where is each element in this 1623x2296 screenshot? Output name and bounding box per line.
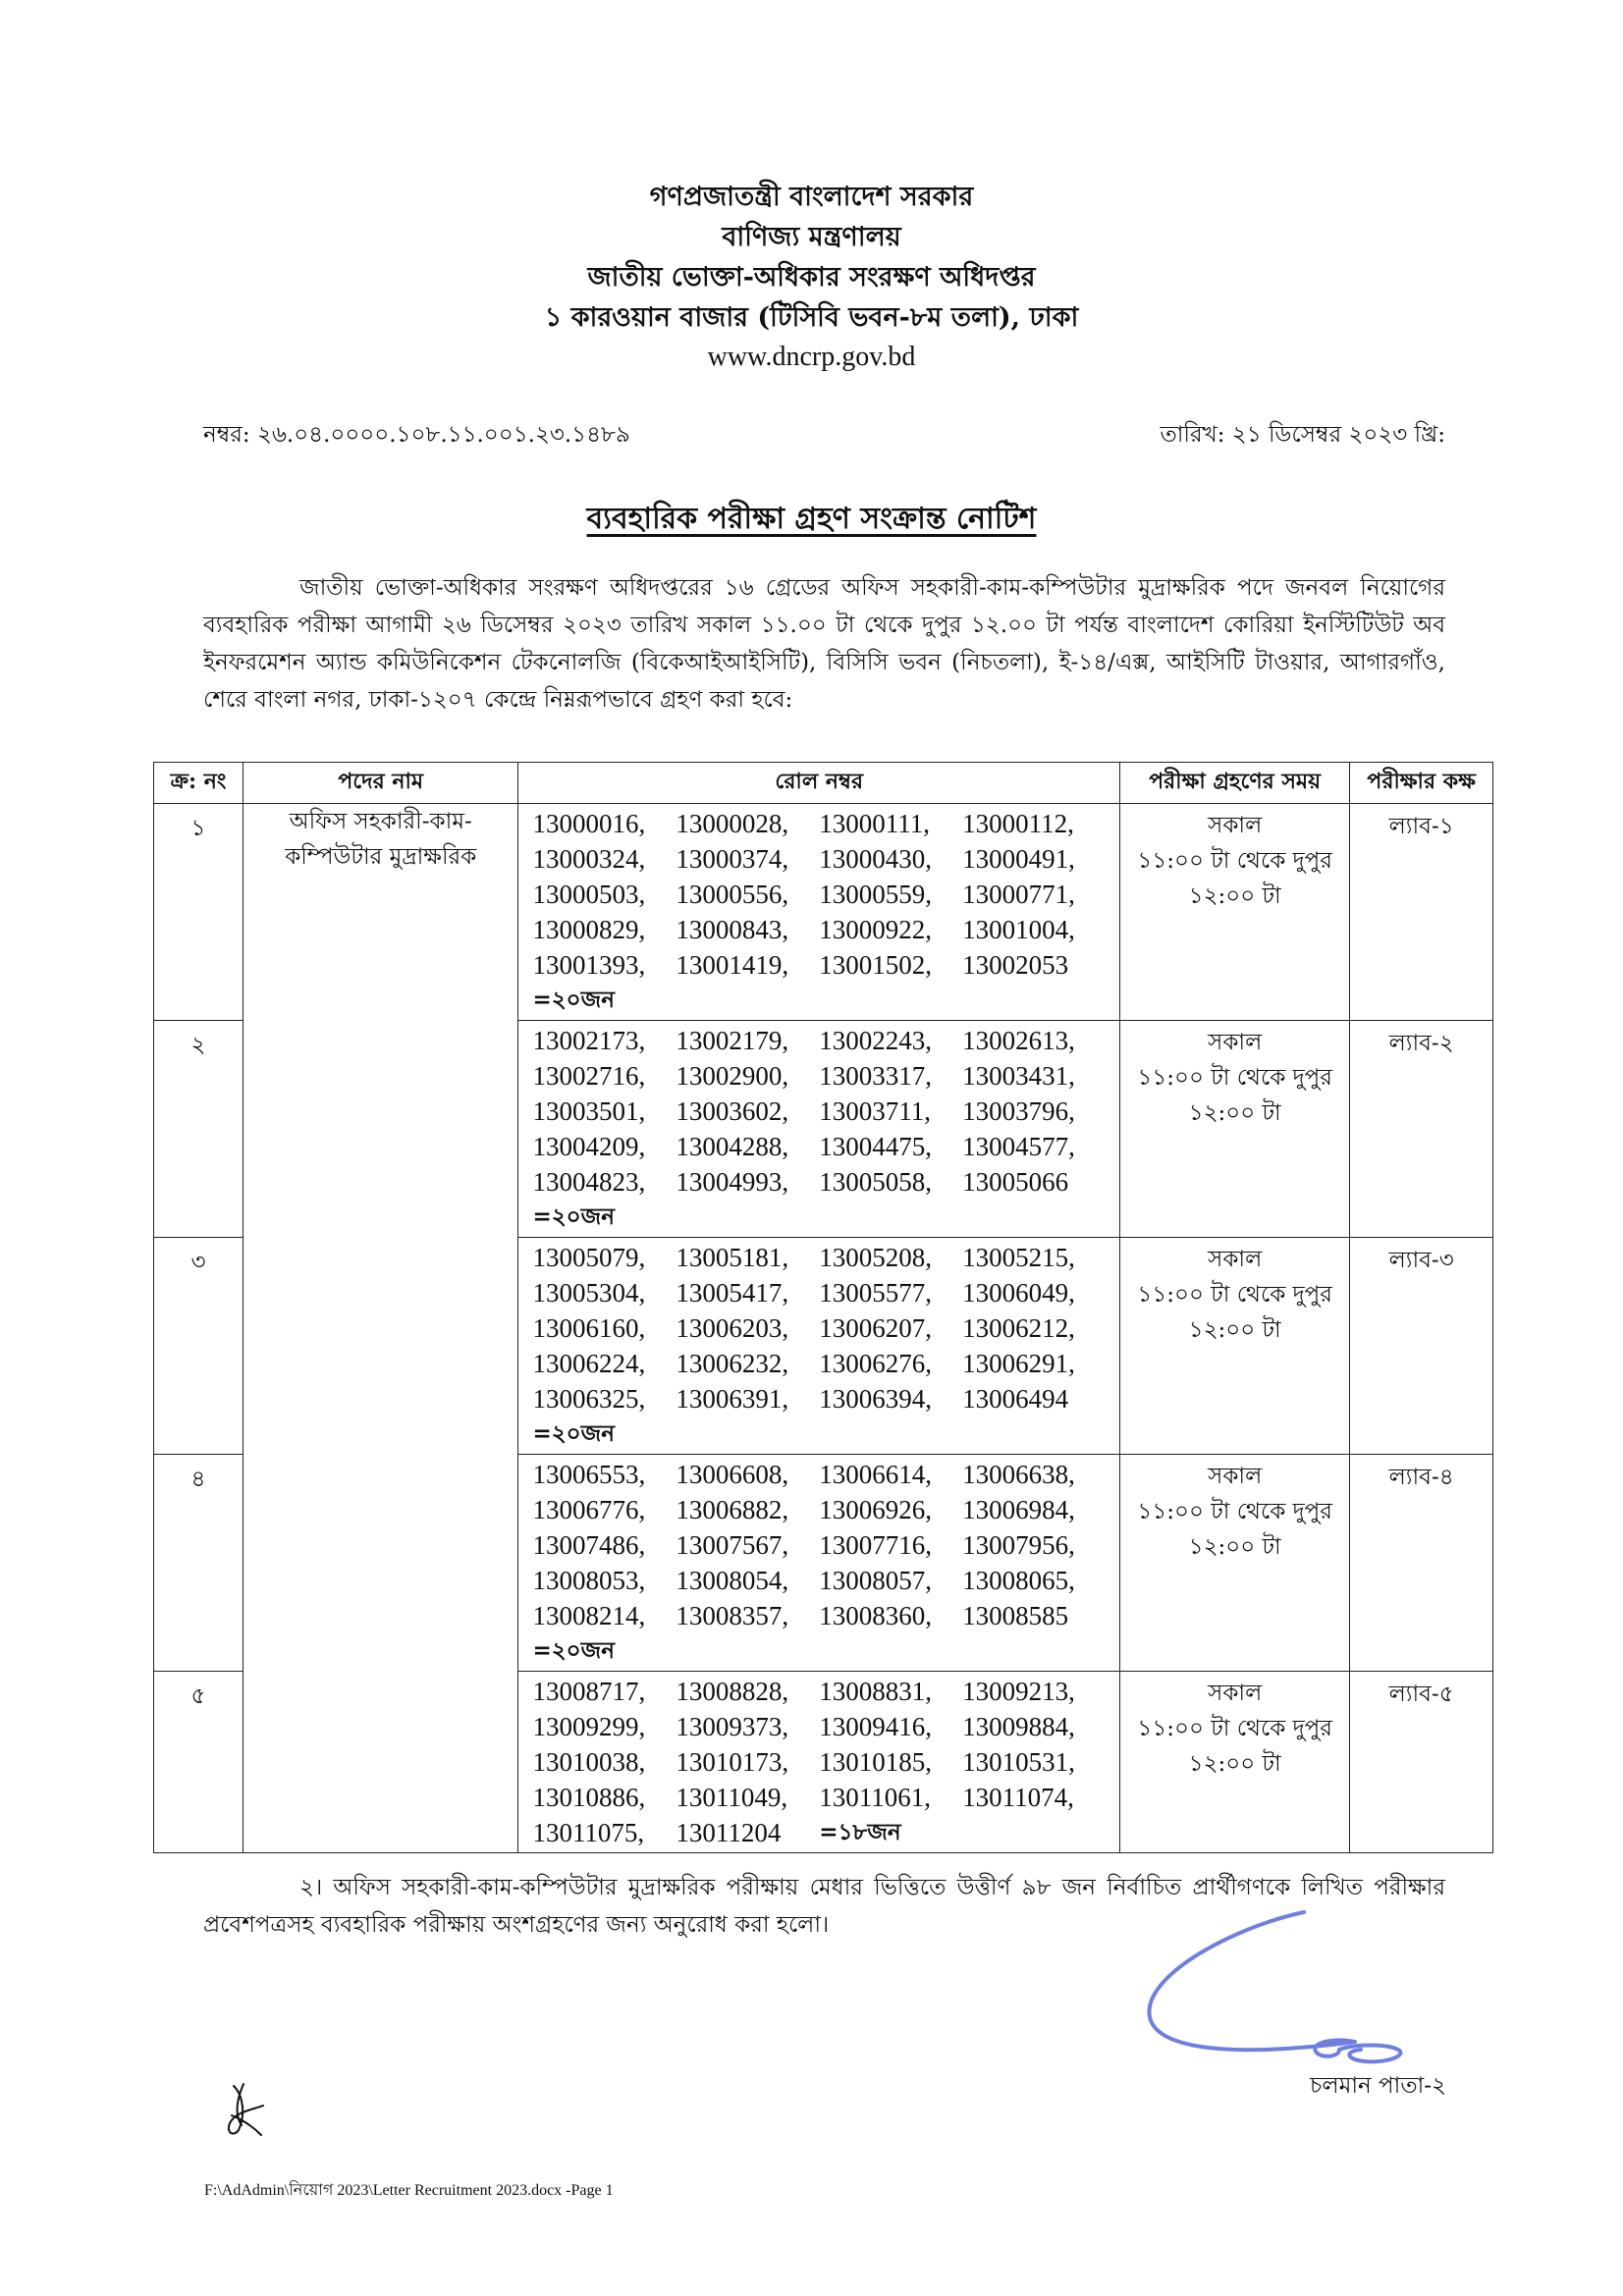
roll-number: 13000111, (819, 809, 930, 838)
roll-number: 13002053 (962, 950, 1069, 980)
continued-page-note: চলমান পাতা-২ (1310, 2073, 1446, 2099)
roll-number: 13006614, (819, 1460, 932, 1489)
candidate-count: =২০জন (532, 1203, 615, 1230)
roll-number: 13003711, (819, 1096, 931, 1126)
roll-number: 13002179, (676, 1026, 789, 1055)
exam-time-cell (1120, 1021, 1350, 1238)
exam-room-cell: ল্যাব-৪ (1350, 1455, 1493, 1672)
roll-number: 13000843, (676, 915, 789, 944)
exam-time-line: সকাল (1208, 1247, 1263, 1272)
roll-number: 13006926, (819, 1495, 932, 1524)
candidate-count: =২০জন (532, 1420, 615, 1447)
roll-number: 13004209, (532, 1132, 646, 1161)
roll-number: 13006553, (532, 1460, 646, 1489)
exam-time-line: ১২:০০ টা (1188, 1534, 1281, 1560)
signature-icon (1129, 1895, 1463, 2091)
notice-paragraph-2: ২। অফিস সহকারী-কাম-কম্পিউটার মুদ্রাক্ষরিক পরীক্ষায় মেধার ভিত্তিতে উত্তীর্ণ ৯৮ জন নির্বাচিত প্রার্থীগণকে লিখিত পরীক্ষার প্রবেশপত্রসহ ব্যবহারিক পরীক্ষায় অংশগ্রহণের জন্য অনুরোধ করা হলো। (203, 1875, 1445, 1938)
serial-cell: ৫ (154, 1672, 243, 1853)
exam-time-line: ১২:০০ টা (1188, 1100, 1281, 1126)
roll-number: 13011074, (962, 1783, 1074, 1812)
roll-number: 13005208, (819, 1243, 932, 1272)
roll-number: 13010886, (532, 1783, 646, 1812)
candidate-count: =১৮জন (819, 1819, 901, 1845)
roll-number: 13000556, (676, 880, 789, 909)
exam-time-cell (1120, 1672, 1350, 1853)
roll-number: 13008065, (962, 1566, 1075, 1595)
roll-number: 13000028, (676, 809, 789, 838)
exam-room-cell: ল্যাব-৩ (1350, 1238, 1493, 1455)
roll-number: 13006882, (676, 1495, 789, 1524)
roll-number: 13003317, (819, 1061, 932, 1091)
exam-room-cell: ল্যাব-২ (1350, 1021, 1493, 1238)
roll-number: 13005215, (962, 1243, 1075, 1272)
roll-number: 13006232, (676, 1349, 789, 1378)
memo-number: নম্বর: ২৬.০৪.০০০০.১০৮.১১.০০১.২৩.১৪৮৯ (203, 422, 630, 448)
roll-number: 13008360, (819, 1601, 932, 1630)
roll-number: 13006608, (676, 1460, 789, 1489)
header-post: পদের নাম (243, 763, 518, 804)
candidate-count: =২০জন (532, 1637, 615, 1664)
roll-number: 13008585 (962, 1601, 1069, 1630)
roll-number: 13007716, (819, 1530, 932, 1560)
roll-number: 13007567, (676, 1530, 789, 1560)
roll-number: 13006049, (962, 1278, 1075, 1308)
exam-time-line: সকাল (1208, 1681, 1263, 1706)
initials-signature-icon (214, 2076, 283, 2145)
roll-number: 13006984, (962, 1495, 1075, 1524)
roll-number: 13008357, (676, 1601, 789, 1630)
exam-room-cell: ল্যাব-১ (1350, 804, 1493, 1021)
roll-number: 13010173, (676, 1747, 789, 1777)
exam-room-cell: ল্যাব-৫ (1350, 1672, 1493, 1853)
roll-number: 13009213, (962, 1677, 1075, 1706)
roll-number: 13009373, (676, 1712, 789, 1741)
roll-number: 13006291, (962, 1349, 1075, 1378)
roll-number: 13000559, (819, 880, 932, 909)
website-link[interactable]: www.dncrp.gov.bd (707, 342, 916, 372)
exam-time-cell (1120, 1455, 1350, 1672)
exam-time-line: ১২:০০ টা (1188, 883, 1281, 909)
post-name-cell: অফিস সহকারী-কাম-কম্পিউটার মুদ্রাক্ষরিক (243, 804, 518, 1853)
exam-time-line: ১২:০০ টা (1188, 1317, 1281, 1343)
header-roll: রোল নম্বর (518, 763, 1120, 804)
roll-number: 13005079, (532, 1243, 646, 1272)
roll-number: 13006494 (962, 1384, 1069, 1414)
roll-number: 13000016, (532, 809, 646, 838)
table-body (154, 804, 1493, 1853)
roll-number: 13004288, (676, 1132, 789, 1161)
roll-number: 13006203, (676, 1313, 789, 1343)
roll-number: 13000771, (962, 880, 1075, 909)
roll-number: 13011075, (532, 1818, 645, 1847)
roll-numbers-cell (518, 1455, 1120, 1672)
roll-number: 13009299, (532, 1712, 646, 1741)
roll-number: 13004823, (532, 1167, 646, 1197)
roll-number: 13000112, (962, 809, 1074, 838)
exam-time-line: ১১:০০ টা থেকে দুপুর (1137, 1499, 1332, 1524)
roll-number: 13004475, (819, 1132, 932, 1161)
roll-number: 13003501, (532, 1096, 646, 1126)
roll-number: 13005066 (962, 1167, 1069, 1197)
roll-number: 13008214, (532, 1601, 646, 1630)
roll-numbers-cell (518, 1238, 1120, 1455)
roll-number: 13006160, (532, 1313, 646, 1343)
serial-cell: ৪ (154, 1455, 243, 1672)
roll-number: 13006224, (532, 1349, 646, 1378)
file-path-footer: F:\AdAdmin\নিয়োগ 2023\Letter Recruitment 2023.docx -Page 1 (204, 2182, 614, 2199)
exam-time-line: ১১:০০ টা থেকে দুপুর (1137, 1716, 1332, 1741)
table-row (154, 804, 1493, 1021)
exam-time-line: সকাল (1208, 813, 1263, 838)
roll-number: 13002173, (532, 1026, 646, 1055)
exam-time-line: ১১:০০ টা থেকে দুপুর (1137, 1282, 1332, 1308)
roll-number: 13011049, (676, 1783, 788, 1812)
roll-number: 13003796, (962, 1096, 1075, 1126)
exam-time-cell (1120, 1238, 1350, 1455)
roll-number: 13000374, (676, 844, 789, 874)
roll-number: 13001393, (532, 950, 646, 980)
roll-number: 13008831, (819, 1677, 932, 1706)
roll-number: 13002243, (819, 1026, 932, 1055)
roll-number: 13004993, (676, 1167, 789, 1197)
office-address: ১ কারওয়ান বাজার (টিসিবি ভবন-৮ম তলা), ঢাকা (544, 302, 1079, 333)
serial-cell: ২ (154, 1021, 243, 1238)
roll-number: 13008717, (532, 1677, 646, 1706)
roll-number: 13006276, (819, 1349, 932, 1378)
roll-number: 13002716, (532, 1061, 646, 1091)
roll-number: 13006325, (532, 1384, 646, 1414)
exam-time-cell (1120, 804, 1350, 1021)
roll-number: 13000829, (532, 915, 646, 944)
roll-number: 13005181, (676, 1243, 789, 1272)
header-time: পরীক্ষা গ্রহণের সময় (1120, 763, 1350, 804)
roll-number: 13008057, (819, 1566, 932, 1595)
roll-number: 13005577, (819, 1278, 932, 1308)
roll-number: 13006391, (676, 1384, 789, 1414)
govt-name: গণপ্রজাতন্ত্রী বাংলাদেশ সরকার (649, 182, 974, 212)
roll-number: 13003431, (962, 1061, 1075, 1091)
exam-time-line: সকাল (1208, 1030, 1263, 1055)
roll-number: 13011061, (819, 1783, 931, 1812)
roll-number: 13006212, (962, 1313, 1075, 1343)
roll-number: 13000324, (532, 844, 646, 874)
letterhead (0, 177, 1623, 377)
notice-title: ব্যবহারিক পরীক্ষা গ্রহণ সংক্রান্ত নোটিশ (586, 502, 1037, 536)
roll-number: 13000503, (532, 880, 646, 909)
candidate-count: =২০জন (532, 987, 615, 1013)
serial-cell: ১ (154, 804, 243, 1021)
notice-paragraph-1: জাতীয় ভোক্তা-অধিকার সংরক্ষণ অধিদপ্তরের ১৬ গ্রেডের অফিস সহকারী-কাম-কম্পিউটার মুদ্রাক্ষরিক পদে জনবল নিয়োগের ব্যবহারিক পরীক্ষা আগামী ২৬ ডিসেম্বর ২০২৩ তারিখ সকাল ১১.০০ টা থেকে দুপুর ১২.০০ টা পর্যন্ত বাংলাদেশ কোরিয়া ইনস্টিটিউট অব ইনফরমেশন অ্যান্ড কমিউনিকেশন টেকনোলজি (বিকেআইআইসিটি), বিসিসি ভবন (নিচতলা), ই-১৪/এক্স, আইসিটি টাওয়ার, আগারগাঁও, শেরে বাংলা নগর, ঢাকা-১২০৭ কেন্দ্রে নিম্নরূপভাবে গ্রহণ করা হবে: (203, 575, 1445, 713)
roll-numbers-cell (518, 1672, 1120, 1853)
header-serial: ক্র: নং (154, 763, 243, 804)
roll-number: 13008053, (532, 1566, 646, 1595)
table-header-row (154, 763, 1493, 804)
roll-number: 13002900, (676, 1061, 789, 1091)
roll-number: 13000491, (962, 844, 1075, 874)
roll-number: 13009884, (962, 1712, 1075, 1741)
roll-number: 13002613, (962, 1026, 1075, 1055)
roll-number: 13009416, (819, 1712, 932, 1741)
roll-numbers-cell (518, 1021, 1120, 1238)
serial-cell: ৩ (154, 1238, 243, 1455)
exam-time-line: সকাল (1208, 1464, 1263, 1489)
roll-number: 13000430, (819, 844, 932, 874)
roll-number: 13007486, (532, 1530, 646, 1560)
exam-time-line: ১২:০০ টা (1188, 1751, 1281, 1777)
roll-number: 13008054, (676, 1566, 789, 1595)
roll-number: 13010185, (819, 1747, 932, 1777)
roll-number: 13003602, (676, 1096, 789, 1126)
roll-number: 13005304, (532, 1278, 646, 1308)
roll-number: 13006207, (819, 1313, 932, 1343)
roll-number: 13006638, (962, 1460, 1075, 1489)
roll-number: 13001004, (962, 915, 1075, 944)
roll-number: 13001502, (819, 950, 932, 980)
roll-number: 13006394, (819, 1384, 932, 1414)
exam-time-line: ১১:০০ টা থেকে দুপুর (1137, 848, 1332, 874)
roll-number: 13010038, (532, 1747, 646, 1777)
roll-number: 13010531, (962, 1747, 1075, 1777)
roll-number: 13001419, (676, 950, 789, 980)
roll-number: 13006776, (532, 1495, 646, 1524)
roll-number: 13007956, (962, 1530, 1075, 1560)
roll-numbers-cell (518, 804, 1120, 1021)
roll-number: 13004577, (962, 1132, 1075, 1161)
roll-number: 13008828, (676, 1677, 789, 1706)
ministry-name: বাণিজ্য মন্ত্রণালয় (722, 222, 901, 252)
exam-time-line: ১১:০০ টা থেকে দুপুর (1137, 1065, 1332, 1091)
department-name: জাতীয় ভোক্তা-অধিকার সংরক্ষণ অধিদপ্তর (587, 262, 1036, 293)
exam-schedule-table (153, 762, 1493, 1853)
roll-number: 13005417, (676, 1278, 789, 1308)
memo-date: তারিখ: ২১ ডিসেম্বর ২০২৩ খ্রি: (1160, 422, 1445, 448)
roll-number: 13011204 (676, 1818, 782, 1847)
roll-number: 13005058, (819, 1167, 932, 1197)
roll-number: 13000922, (819, 915, 932, 944)
header-room: পরীক্ষার কক্ষ (1350, 763, 1493, 804)
